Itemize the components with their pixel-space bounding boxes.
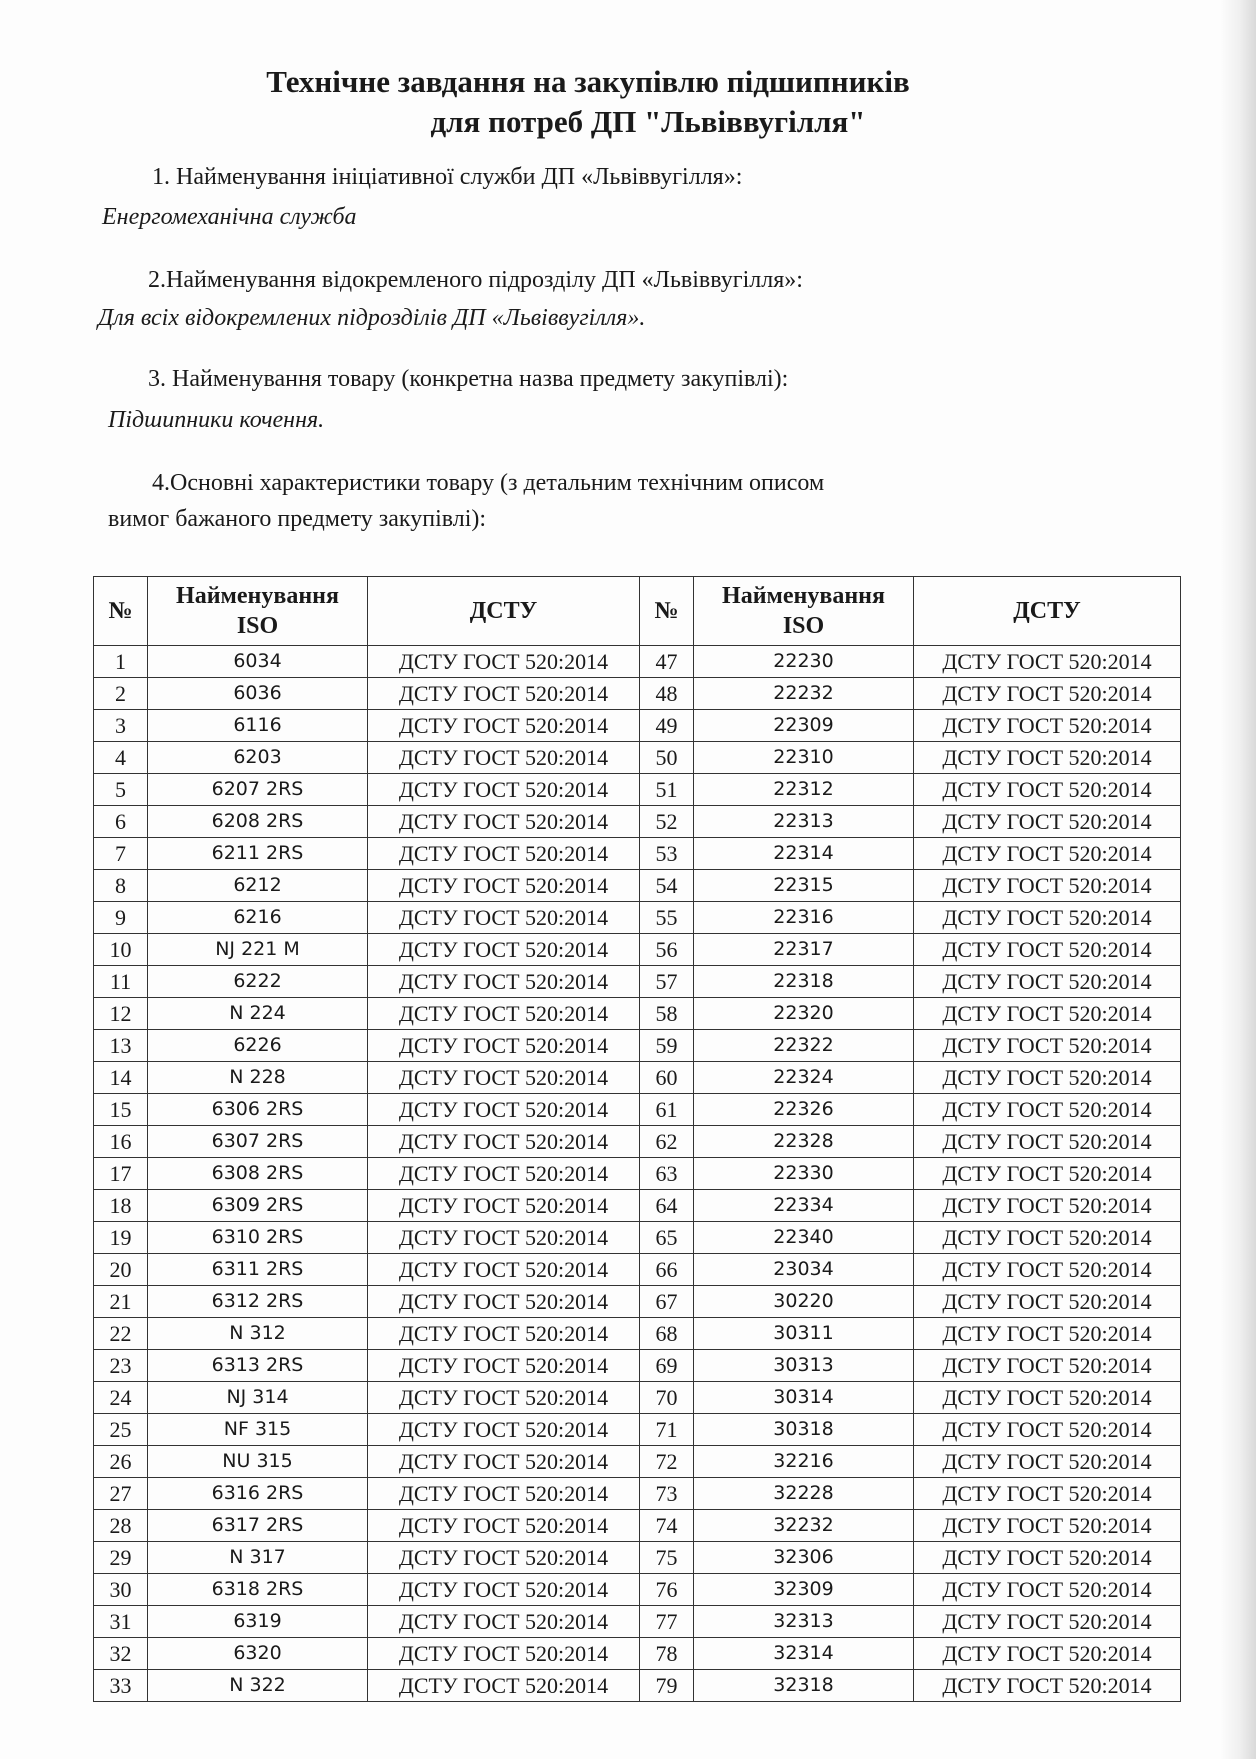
row-number-left: 31 [94,1606,148,1638]
table-row [94,1510,1181,1542]
iso-designation-right: 30318 [694,1414,914,1446]
row-number-right: 52 [640,806,694,838]
row-number-right: 61 [640,1094,694,1126]
dstu-standard-left: ДСТУ ГОСТ 520:2014 [368,1638,640,1670]
dstu-standard-right: ДСТУ ГОСТ 520:2014 [914,1030,1181,1062]
dstu-standard-left: ДСТУ ГОСТ 520:2014 [368,838,640,870]
iso-designation-left: 6222 [148,966,368,998]
row-number-right: 51 [640,774,694,806]
iso-designation-left: N 224 [148,998,368,1030]
dstu-standard-left: ДСТУ ГОСТ 520:2014 [368,678,640,710]
iso-designation-right: 22318 [694,966,914,998]
dstu-standard-right: ДСТУ ГОСТ 520:2014 [914,1062,1181,1094]
row-number-right: 76 [640,1574,694,1606]
dstu-standard-left: ДСТУ ГОСТ 520:2014 [368,1094,640,1126]
section-4-heading-line-2: вимог бажаного предмету закупівлі): [108,506,487,532]
iso-designation-left: 6316 2RS [148,1478,368,1510]
iso-designation-left: 6311 2RS [148,1254,368,1286]
dstu-standard-left: ДСТУ ГОСТ 520:2014 [368,646,640,678]
dstu-standard-right: ДСТУ ГОСТ 520:2014 [914,710,1181,742]
dstu-standard-left: ДСТУ ГОСТ 520:2014 [368,1062,640,1094]
table-row [94,966,1181,998]
iso-designation-right: 22328 [694,1126,914,1158]
header-num-right: № [640,577,694,646]
table-row [94,1158,1181,1190]
table-body [94,646,1181,1702]
row-number-right: 59 [640,1030,694,1062]
row-number-left: 12 [94,998,148,1030]
document-title-line-1: Технічне завдання на закупівлю підшипників [266,64,910,99]
iso-designation-right: 22230 [694,646,914,678]
iso-designation-right: 23034 [694,1254,914,1286]
row-number-left: 23 [94,1350,148,1382]
dstu-standard-right: ДСТУ ГОСТ 520:2014 [914,998,1181,1030]
iso-designation-right: 32314 [694,1638,914,1670]
section-1-heading: 1. Найменування ініціативної служби ДП «Львіввугілля»: [152,164,743,190]
table-row [94,1286,1181,1318]
dstu-standard-left: ДСТУ ГОСТ 520:2014 [368,1158,640,1190]
row-number-left: 27 [94,1478,148,1510]
row-number-right: 60 [640,1062,694,1094]
iso-designation-right: 22315 [694,870,914,902]
row-number-left: 29 [94,1542,148,1574]
row-number-right: 74 [640,1510,694,1542]
header-name-line-1: Найменування [722,583,885,609]
dstu-standard-right: ДСТУ ГОСТ 520:2014 [914,1414,1181,1446]
row-number-right: 49 [640,710,694,742]
table-row [94,806,1181,838]
dstu-standard-left: ДСТУ ГОСТ 520:2014 [368,1542,640,1574]
section-3-value: Підшипники кочення. [108,407,325,433]
row-number-left: 26 [94,1446,148,1478]
iso-designation-right: 32216 [694,1446,914,1478]
row-number-right: 65 [640,1222,694,1254]
dstu-standard-right: ДСТУ ГОСТ 520:2014 [914,1318,1181,1350]
row-number-left: 16 [94,1126,148,1158]
section-2-heading: 2.Найменування відокремленого підрозділу ДП «Львіввугілля»: [148,267,803,293]
table-header-row [94,577,1181,646]
dstu-standard-left: ДСТУ ГОСТ 520:2014 [368,710,640,742]
dstu-standard-right: ДСТУ ГОСТ 520:2014 [914,1350,1181,1382]
row-number-left: 13 [94,1030,148,1062]
dstu-standard-right: ДСТУ ГОСТ 520:2014 [914,1190,1181,1222]
scan-edge-shadow [1220,0,1256,1759]
table-row [94,1446,1181,1478]
dstu-standard-left: ДСТУ ГОСТ 520:2014 [368,774,640,806]
dstu-standard-left: ДСТУ ГОСТ 520:2014 [368,1382,640,1414]
iso-designation-right: 30311 [694,1318,914,1350]
dstu-standard-right: ДСТУ ГОСТ 520:2014 [914,902,1181,934]
row-number-right: 57 [640,966,694,998]
table-row [94,1478,1181,1510]
section-1-value: Енергомеханічна служба [102,204,357,230]
iso-designation-left: 6212 [148,870,368,902]
iso-designation-right: 22326 [694,1094,914,1126]
dstu-standard-left: ДСТУ ГОСТ 520:2014 [368,934,640,966]
dstu-standard-left: ДСТУ ГОСТ 520:2014 [368,742,640,774]
row-number-right: 67 [640,1286,694,1318]
table-row [94,902,1181,934]
iso-designation-right: 22313 [694,806,914,838]
table-row [94,1574,1181,1606]
row-number-left: 3 [94,710,148,742]
dstu-standard-left: ДСТУ ГОСТ 520:2014 [368,1222,640,1254]
iso-designation-right: 22312 [694,774,914,806]
iso-designation-left: 6116 [148,710,368,742]
document-title-line-2: для потреб ДП "Львіввугілля" [430,104,866,139]
table-row [94,1318,1181,1350]
table-row [94,998,1181,1030]
dstu-standard-right: ДСТУ ГОСТ 520:2014 [914,774,1181,806]
iso-designation-left: 6211 2RS [148,838,368,870]
section-3-heading: 3. Найменування товару (конкретна назва предмету закупівлі): [148,366,789,392]
header-name-line-1: Найменування [176,583,339,609]
row-number-right: 56 [640,934,694,966]
dstu-standard-right: ДСТУ ГОСТ 520:2014 [914,1446,1181,1478]
iso-designation-right: 30220 [694,1286,914,1318]
iso-designation-left: 6034 [148,646,368,678]
table-row [94,934,1181,966]
header-name-right [694,577,914,646]
dstu-standard-left: ДСТУ ГОСТ 520:2014 [368,1478,640,1510]
table-row [94,710,1181,742]
row-number-left: 33 [94,1670,148,1702]
dstu-standard-right: ДСТУ ГОСТ 520:2014 [914,1222,1181,1254]
row-number-left: 5 [94,774,148,806]
section-4-heading-line-1: 4.Основні характеристики товару (з детальним технічним описом [152,470,825,496]
row-number-right: 63 [640,1158,694,1190]
row-number-right: 78 [640,1638,694,1670]
row-number-left: 2 [94,678,148,710]
row-number-left: 18 [94,1190,148,1222]
dstu-standard-left: ДСТУ ГОСТ 520:2014 [368,1350,640,1382]
dstu-standard-right: ДСТУ ГОСТ 520:2014 [914,934,1181,966]
table-row [94,1542,1181,1574]
row-number-left: 15 [94,1094,148,1126]
dstu-standard-right: ДСТУ ГОСТ 520:2014 [914,1638,1181,1670]
iso-designation-right: 22324 [694,1062,914,1094]
row-number-right: 68 [640,1318,694,1350]
dstu-standard-left: ДСТУ ГОСТ 520:2014 [368,1446,640,1478]
row-number-right: 70 [640,1382,694,1414]
iso-designation-right: 32306 [694,1542,914,1574]
row-number-left: 7 [94,838,148,870]
row-number-left: 19 [94,1222,148,1254]
row-number-right: 79 [640,1670,694,1702]
row-number-left: 24 [94,1382,148,1414]
row-number-left: 32 [94,1638,148,1670]
iso-designation-left: 6317 2RS [148,1510,368,1542]
dstu-standard-left: ДСТУ ГОСТ 520:2014 [368,902,640,934]
iso-designation-left: 6318 2RS [148,1574,368,1606]
iso-designation-right: 22317 [694,934,914,966]
table-row [94,1350,1181,1382]
dstu-standard-right: ДСТУ ГОСТ 520:2014 [914,870,1181,902]
header-dstu-left: ДСТУ [368,577,640,646]
dstu-standard-right: ДСТУ ГОСТ 520:2014 [914,1158,1181,1190]
iso-designation-left: NU 315 [148,1446,368,1478]
dstu-standard-right: ДСТУ ГОСТ 520:2014 [914,1574,1181,1606]
iso-designation-left: 6320 [148,1638,368,1670]
iso-designation-right: 22310 [694,742,914,774]
iso-designation-left: 6313 2RS [148,1350,368,1382]
dstu-standard-left: ДСТУ ГОСТ 520:2014 [368,806,640,838]
row-number-left: 6 [94,806,148,838]
row-number-right: 48 [640,678,694,710]
row-number-right: 72 [640,1446,694,1478]
dstu-standard-right: ДСТУ ГОСТ 520:2014 [914,1094,1181,1126]
header-dstu-right: ДСТУ [914,577,1181,646]
row-number-left: 25 [94,1414,148,1446]
iso-designation-left: N 312 [148,1318,368,1350]
dstu-standard-left: ДСТУ ГОСТ 520:2014 [368,966,640,998]
dstu-standard-right: ДСТУ ГОСТ 520:2014 [914,806,1181,838]
dstu-standard-left: ДСТУ ГОСТ 520:2014 [368,1414,640,1446]
iso-designation-right: 32318 [694,1670,914,1702]
dstu-standard-left: ДСТУ ГОСТ 520:2014 [368,1286,640,1318]
table-row [94,1222,1181,1254]
dstu-standard-right: ДСТУ ГОСТ 520:2014 [914,1254,1181,1286]
row-number-left: 17 [94,1158,148,1190]
header-num-left: № [94,577,148,646]
iso-designation-left: 6036 [148,678,368,710]
table-row [94,870,1181,902]
iso-designation-right: 22340 [694,1222,914,1254]
table-row [94,1062,1181,1094]
iso-designation-right: 22334 [694,1190,914,1222]
iso-designation-right: 22330 [694,1158,914,1190]
dstu-standard-right: ДСТУ ГОСТ 520:2014 [914,678,1181,710]
iso-designation-left: 6203 [148,742,368,774]
iso-designation-left: NJ 221 M [148,934,368,966]
row-number-left: 11 [94,966,148,998]
row-number-right: 50 [640,742,694,774]
row-number-left: 21 [94,1286,148,1318]
row-number-left: 4 [94,742,148,774]
dstu-standard-left: ДСТУ ГОСТ 520:2014 [368,1030,640,1062]
iso-designation-right: 22320 [694,998,914,1030]
table-row [94,1606,1181,1638]
row-number-right: 62 [640,1126,694,1158]
iso-designation-left: 6208 2RS [148,806,368,838]
row-number-left: 14 [94,1062,148,1094]
dstu-standard-right: ДСТУ ГОСТ 520:2014 [914,1382,1181,1414]
row-number-right: 66 [640,1254,694,1286]
header-name-line-2: ISO [782,613,825,639]
dstu-standard-left: ДСТУ ГОСТ 520:2014 [368,1190,640,1222]
dstu-standard-right: ДСТУ ГОСТ 520:2014 [914,646,1181,678]
dstu-standard-left: ДСТУ ГОСТ 520:2014 [368,870,640,902]
iso-designation-right: 22316 [694,902,914,934]
row-number-left: 1 [94,646,148,678]
iso-designation-right: 22322 [694,1030,914,1062]
iso-designation-right: 32228 [694,1478,914,1510]
iso-designation-left: 6207 2RS [148,774,368,806]
section-2-value: Для всіх відокремлених підрозділів ДП «Львіввугілля». [98,305,646,331]
iso-designation-left: NF 315 [148,1414,368,1446]
header-name-line-2: ISO [236,613,279,639]
row-number-left: 9 [94,902,148,934]
row-number-left: 30 [94,1574,148,1606]
iso-designation-left: 6310 2RS [148,1222,368,1254]
iso-designation-left: N 228 [148,1062,368,1094]
iso-designation-right: 32309 [694,1574,914,1606]
table-row [94,1382,1181,1414]
table-row [94,742,1181,774]
row-number-left: 10 [94,934,148,966]
row-number-left: 8 [94,870,148,902]
iso-designation-left: 6306 2RS [148,1094,368,1126]
row-number-right: 73 [640,1478,694,1510]
row-number-right: 55 [640,902,694,934]
table-row [94,1126,1181,1158]
iso-designation-right: 32232 [694,1510,914,1542]
table-row [94,1190,1181,1222]
table-row [94,678,1181,710]
dstu-standard-left: ДСТУ ГОСТ 520:2014 [368,1670,640,1702]
dstu-standard-right: ДСТУ ГОСТ 520:2014 [914,1478,1181,1510]
iso-designation-left: 6319 [148,1606,368,1638]
iso-designation-left: N 317 [148,1542,368,1574]
table-row [94,1254,1181,1286]
dstu-standard-right: ДСТУ ГОСТ 520:2014 [914,838,1181,870]
row-number-right: 75 [640,1542,694,1574]
table-row [94,1414,1181,1446]
row-number-left: 20 [94,1254,148,1286]
header-name-left [148,577,368,646]
dstu-standard-right: ДСТУ ГОСТ 520:2014 [914,1606,1181,1638]
iso-designation-left: N 322 [148,1670,368,1702]
table-row [94,1030,1181,1062]
row-number-left: 22 [94,1318,148,1350]
iso-designation-right: 22232 [694,678,914,710]
dstu-standard-right: ДСТУ ГОСТ 520:2014 [914,1510,1181,1542]
row-number-right: 47 [640,646,694,678]
iso-designation-right: 22309 [694,710,914,742]
dstu-standard-right: ДСТУ ГОСТ 520:2014 [914,1670,1181,1702]
iso-designation-left: 6307 2RS [148,1126,368,1158]
iso-designation-left: 6312 2RS [148,1286,368,1318]
iso-designation-left: NJ 314 [148,1382,368,1414]
iso-designation-right: 30313 [694,1350,914,1382]
iso-designation-left: 6216 [148,902,368,934]
iso-designation-right: 32313 [694,1606,914,1638]
dstu-standard-right: ДСТУ ГОСТ 520:2014 [914,742,1181,774]
dstu-standard-left: ДСТУ ГОСТ 520:2014 [368,1606,640,1638]
iso-designation-left: 6309 2RS [148,1190,368,1222]
iso-designation-right: 22314 [694,838,914,870]
dstu-standard-right: ДСТУ ГОСТ 520:2014 [914,1286,1181,1318]
table-row [94,838,1181,870]
dstu-standard-left: ДСТУ ГОСТ 520:2014 [368,1254,640,1286]
iso-designation-left: 6308 2RS [148,1158,368,1190]
row-number-right: 54 [640,870,694,902]
dstu-standard-right: ДСТУ ГОСТ 520:2014 [914,1126,1181,1158]
table-row [94,774,1181,806]
iso-designation-right: 30314 [694,1382,914,1414]
row-number-right: 71 [640,1414,694,1446]
dstu-standard-right: ДСТУ ГОСТ 520:2014 [914,1542,1181,1574]
table-row [94,1670,1181,1702]
bearings-table [93,576,1181,1702]
row-number-right: 69 [640,1350,694,1382]
dstu-standard-left: ДСТУ ГОСТ 520:2014 [368,1126,640,1158]
dstu-standard-right: ДСТУ ГОСТ 520:2014 [914,966,1181,998]
table-row [94,646,1181,678]
table-row [94,1638,1181,1670]
dstu-standard-left: ДСТУ ГОСТ 520:2014 [368,1574,640,1606]
dstu-standard-left: ДСТУ ГОСТ 520:2014 [368,998,640,1030]
dstu-standard-left: ДСТУ ГОСТ 520:2014 [368,1510,640,1542]
dstu-standard-left: ДСТУ ГОСТ 520:2014 [368,1318,640,1350]
table-row [94,1094,1181,1126]
row-number-right: 53 [640,838,694,870]
row-number-right: 64 [640,1190,694,1222]
iso-designation-left: 6226 [148,1030,368,1062]
row-number-right: 58 [640,998,694,1030]
row-number-left: 28 [94,1510,148,1542]
row-number-right: 77 [640,1606,694,1638]
